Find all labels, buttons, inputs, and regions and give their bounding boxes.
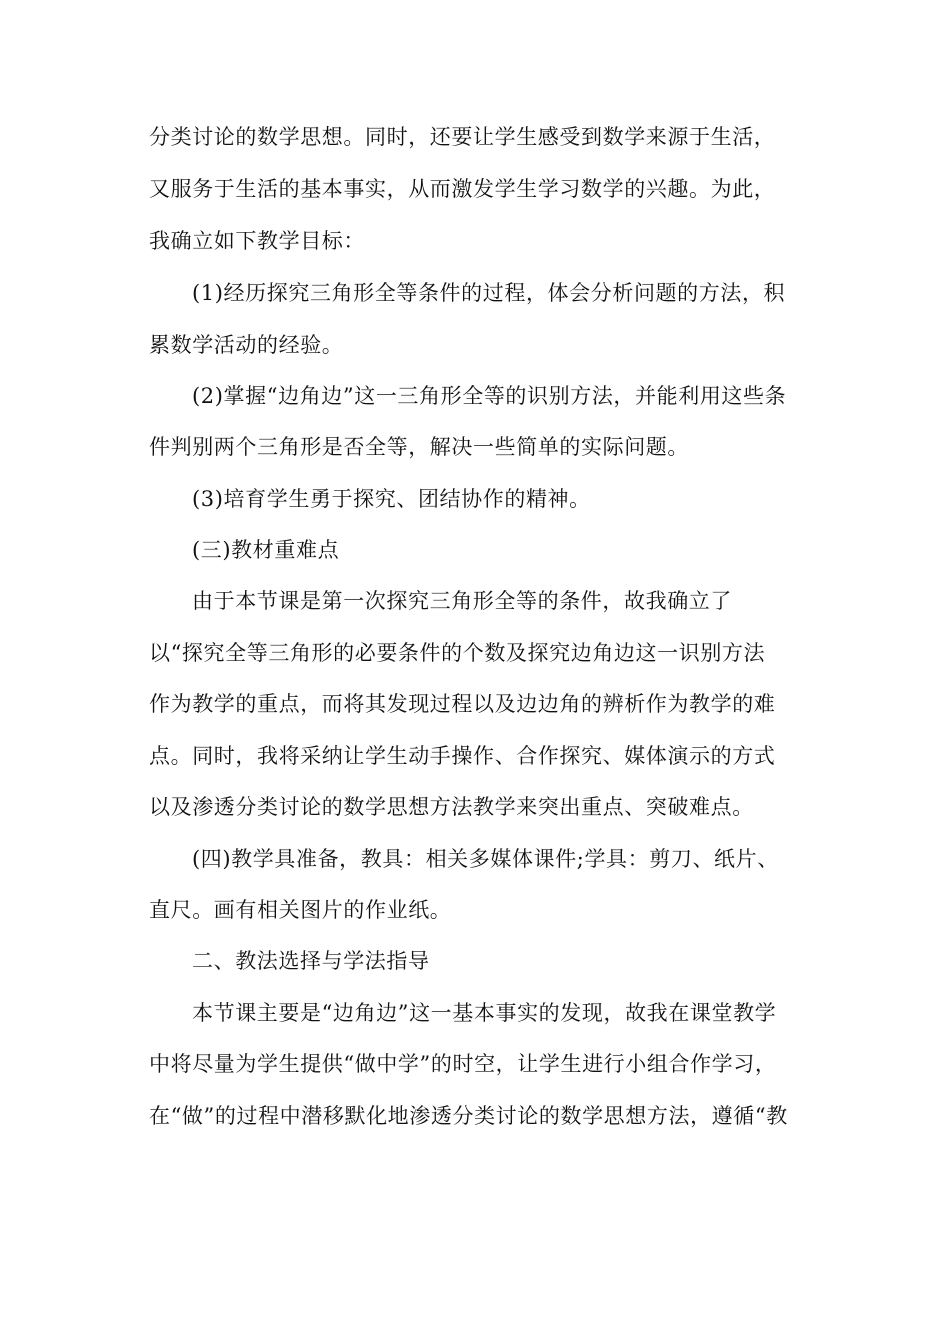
text-line: 我确立如下教学目标： bbox=[149, 229, 365, 253]
text-line: 作为教学的重点，而将其发现过程以及边边角的辨析作为教学的难 bbox=[149, 692, 776, 716]
text-line: 以“探究全等三角形的必要条件的个数及探究边角边这一识别方法 bbox=[149, 641, 766, 665]
text-line: 分类讨论的数学思想。同时，还要让学生感受到数学来源于生活， bbox=[149, 125, 776, 149]
text-line: 由于本节课是第一次探究三角形全等的条件，故我确立了 bbox=[192, 589, 732, 613]
section-heading: (三)教材重难点 bbox=[192, 538, 340, 562]
text-line: (2)掌握“边角边”这一三角形全等的识别方法，并能利用这些条 bbox=[192, 384, 787, 408]
text-line: 又服务于生活的基本事实，从而激发学生学习数学的兴趣。为此， bbox=[149, 177, 776, 201]
text-line: 累数学活动的经验。 bbox=[149, 333, 344, 357]
text-line: 在“做”的过程中潜移默化地渗透分类讨论的数学思想方法，遵循“教 bbox=[149, 1104, 788, 1128]
text-line: 本节课主要是“边角边”这一基本事实的发现，故我在课堂教学 bbox=[192, 1001, 777, 1025]
text-line: 中将尽量为学生提供“做中学”的时空，让学生进行小组合作学习， bbox=[149, 1052, 777, 1076]
text-line: 以及渗透分类讨论的数学思想方法教学来突出重点、突破难点。 bbox=[149, 795, 754, 819]
text-line: 件判别两个三角形是否全等，解决一些简单的实际问题。 bbox=[149, 435, 689, 459]
text-line: 点。同时，我将采纳让学生动手操作、合作探究、媒体演示的方式 bbox=[149, 744, 776, 768]
section-heading: 二、教法选择与学法指导 bbox=[192, 949, 430, 973]
text-line: (四)教学具准备，教具：相关多媒体课件;学具：剪刀、纸片、 bbox=[192, 847, 779, 871]
text-line: (3)培育学生勇于探究、团结协作的精神。 bbox=[192, 487, 591, 511]
text-line: 直尺。画有相关图片的作业纸。 bbox=[149, 898, 452, 922]
text-line: (1)经历探究三角形全等条件的过程，体会分析问题的方法，积 bbox=[192, 281, 786, 305]
